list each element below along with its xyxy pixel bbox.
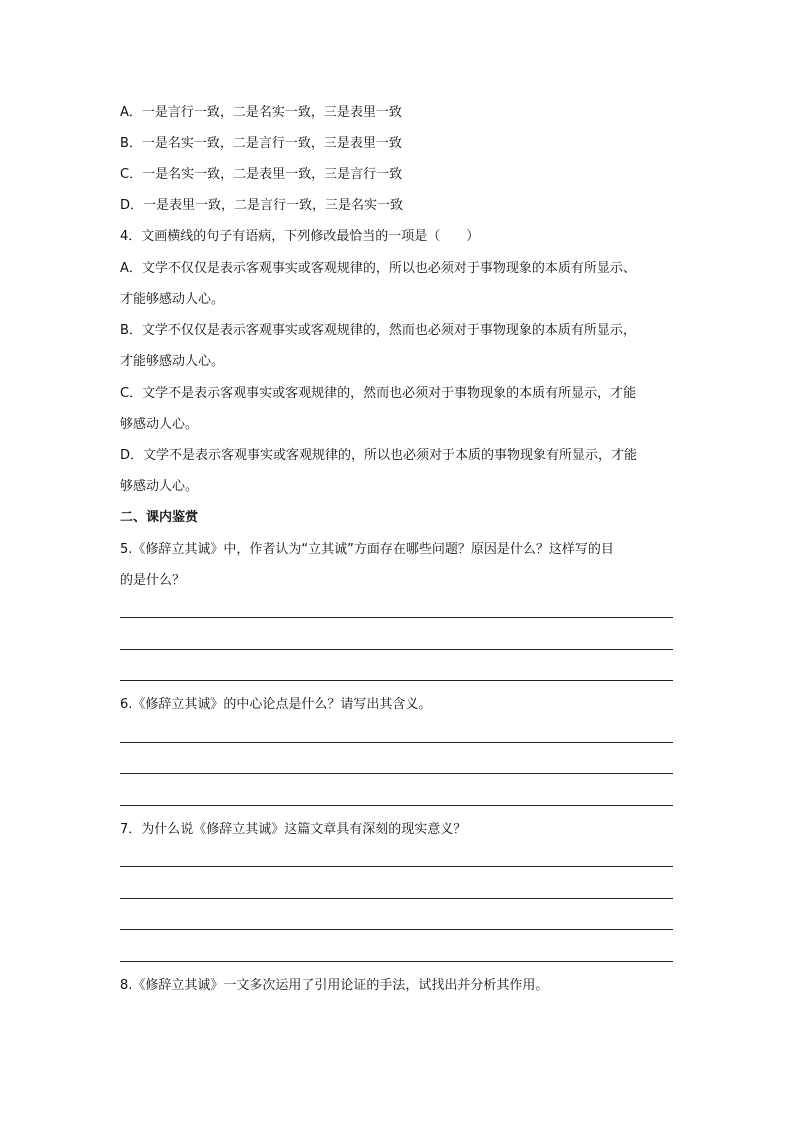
q4-option-b-line2: 才能够感动人心。 [120, 354, 225, 369]
q7-text: 7．为什么说《修辞立其诚》这篇文章具有深刻的现实意义？ [120, 822, 467, 837]
answer-line[interactable] [120, 617, 673, 618]
answer-line[interactable] [120, 805, 673, 806]
q6-text: 6.《修辞立其诚》的中心论点是什么？请写出其含义。 [120, 697, 432, 712]
q3-option-d: D．一是表里一致，二是言行一致，三是名实一致 [120, 198, 404, 213]
answer-line[interactable] [120, 961, 673, 962]
q4-option-d-line2: 够感动人心。 [120, 479, 199, 494]
q3-option-c: C．一是名实一致，二是表里一致，三是言行一致 [120, 167, 403, 182]
answer-line[interactable] [120, 898, 673, 899]
answer-line[interactable] [120, 680, 673, 681]
section-heading: 二、课内鉴赏 [120, 510, 199, 525]
answer-line[interactable] [120, 929, 673, 930]
q3-option-a: A．一是言行一致，二是名实一致，三是表里一致 [120, 105, 402, 120]
answer-line[interactable] [120, 649, 673, 650]
answer-line[interactable] [120, 866, 673, 867]
q8-text: 8.《修辞立其诚》一文多次运用了引用论证的手法，试找出并分析其作用。 [120, 978, 549, 993]
q5-text-line2: 的是什么？ [120, 573, 186, 588]
answer-line[interactable] [120, 773, 673, 774]
q4-option-a-line1: A．文学不仅仅是表示客观事实或客观规律的，所以也必须对于事物现象的本质有所显示、 [120, 261, 636, 276]
q4-option-b-line1: B．文学不仅仅是表示客观事实或客观规律的，然而也必须对于事物现象的本质有所显示， [120, 323, 636, 338]
q3-option-b: B．一是名实一致，二是言行一致，三是表里一致 [120, 136, 402, 151]
q4-option-c-line2: 够感动人心。 [120, 417, 199, 432]
q4-option-d-line1: D．文学不是表示客观事实或客观规律的，所以也必须对于本质的事物现象有所显示，才能 [120, 448, 638, 463]
answer-line[interactable] [120, 742, 673, 743]
q4-stem: 4．文画横线的句子有语病，下列修改最恰当的一项是（ ） [120, 229, 480, 244]
q4-option-c-line1: C．文学不是表示客观事实或客观规律的，然而也必须对于事物现象的本质有所显示，才能 [120, 386, 637, 401]
q4-option-a-line2: 才能够感动人心。 [120, 292, 225, 307]
q5-text-line1: 5.《修辞立其诚》中，作者认为“立其诚”方面存在哪些问题？原因是什么？这样写的目 [120, 542, 614, 557]
